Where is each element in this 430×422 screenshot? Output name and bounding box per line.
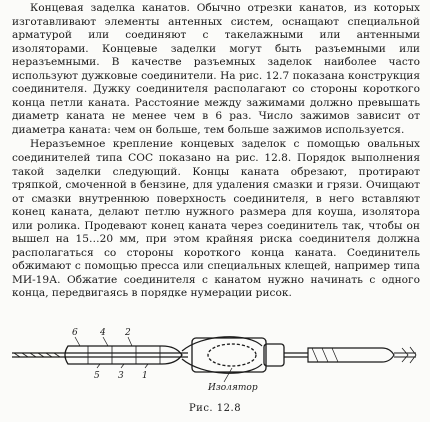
- label-4: 4: [100, 328, 106, 338]
- left-connector: [65, 346, 182, 364]
- left-cable: [12, 353, 188, 357]
- label-2: 2: [125, 328, 131, 338]
- right-cable: [394, 347, 416, 363]
- cable-end-diagram: [12, 320, 420, 404]
- cable-loop: [182, 337, 262, 374]
- label-6: 6: [72, 328, 78, 338]
- right-connector: [284, 348, 394, 362]
- label-5: 5: [94, 371, 100, 381]
- insulator-leader: [224, 368, 232, 382]
- paragraph-cable-end-fitting: Концевая заделка канатов. Обычно отрезки канатов, из которых изготавливают элементы антенных систем, оснащают специальной арматурой или соединяют с такелажными или антенными изоляторами. Концевые заделки могут быть разъемными или неразъемными. В качестве разъемных заделок наиболее часто используют дужковые соединители. На рис. 12.7 показана конструкция соединителя. Дужку соединителя располагают со стороны короткого конца петли каната. Расстояние между зажимами должно превышать диаметр каната не менее чем в 6 раз. Число зажимов зависит от диаметра каната: чем он больше, тем больше зажимов используется.: [12, 2, 420, 136]
- paragraph-permanent-fastening: Неразъемное крепление концевых заделок с помощью овальных соединителей типа СОС показано на рис. 12.8. Порядок выполнения такой заделки следующий. Концы каната обрезают, протирают тряпкой, смоченной в бензине, для удаления смазки и грязи. Очищают от смазки внутреннюю поверхность соединителя, в него вставляют конец каната, делают петлю нужного размера для коуша, изолятора или ролика. Продевают конец каната через соединитель так, чтобы он вышел на 15…20 мм, при этом крайняя риска соединителя должна располагаться со стороны короткого конца каната. Соединитель обжимают с помощью пресса или специальных клещей, например типа МИ-19А. Обжатие соединителя с канатом нужно начинать с одного конца, передвигаясь в порядке нумерации рисок.: [12, 138, 420, 300]
- insulator-label: Изолятор: [208, 383, 258, 393]
- insulator: [192, 338, 284, 372]
- label-3: 3: [118, 371, 124, 381]
- figure-caption: Рис. 12.8: [188, 403, 242, 414]
- article-text: [12, 2, 420, 301]
- label-1: 1: [142, 371, 148, 381]
